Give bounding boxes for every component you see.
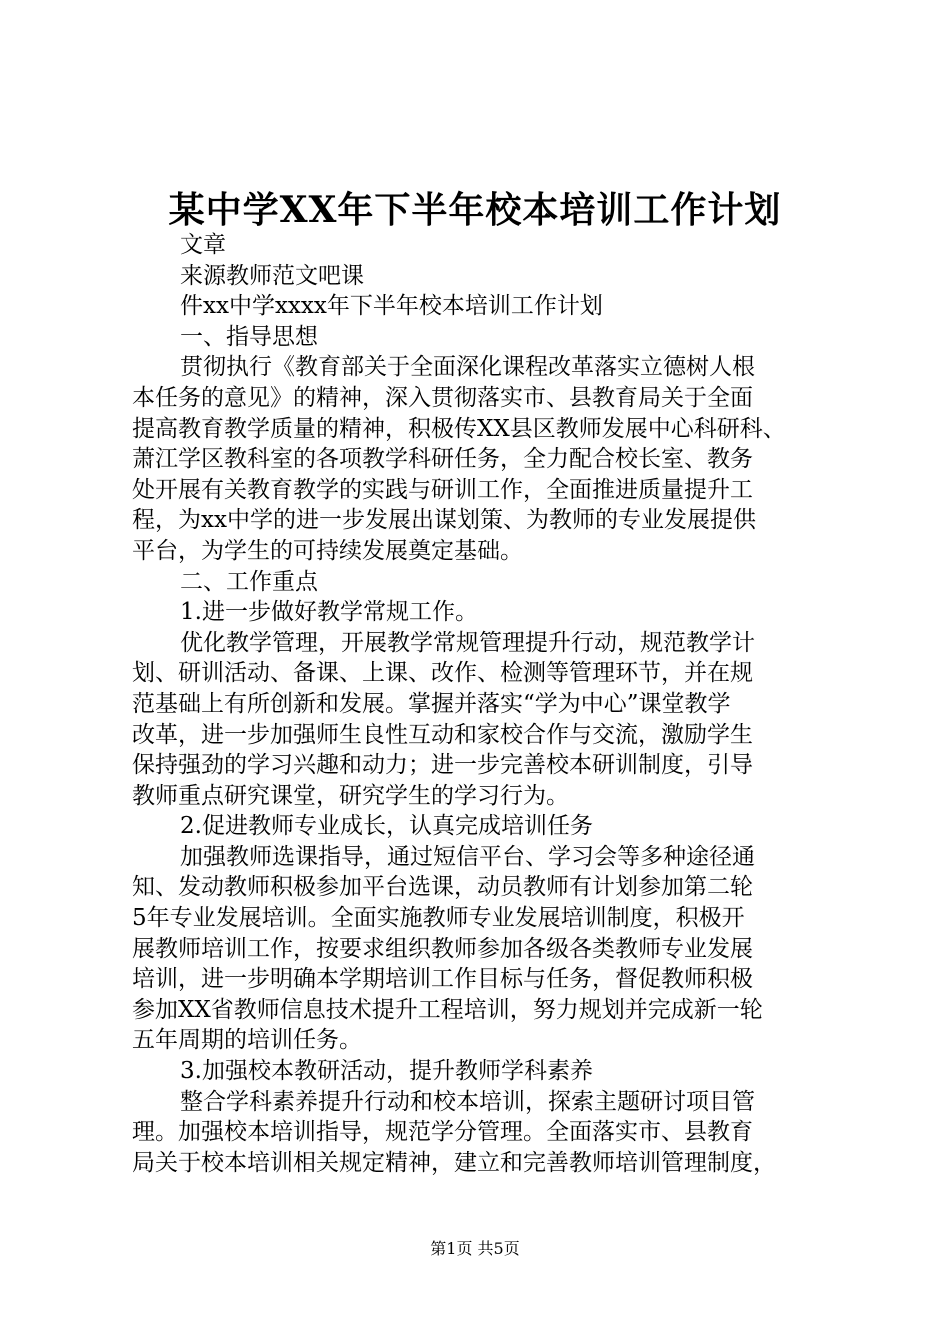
body-line: 文章 — [180, 232, 226, 258]
body-line: 局关于校本培训相关规定精神，建立和完善教师培训管理制度， — [132, 1149, 776, 1176]
paragraph-first-line: 加强教师选课指导，通过短信平台、学习会等多种途径通 — [180, 843, 755, 870]
body-line: 理。加强校本培训指导，规范学分管理。全面落实市、县教育 — [132, 1119, 753, 1146]
document-body — [132, 230, 832, 1178]
body-line: 5年专业发展培训。全面实施教师专业发展培训制度，积极开 — [132, 905, 745, 932]
section-heading: 一、指导思想 — [180, 323, 318, 350]
body-line: 保持强劲的学习兴趣和动力；进一步完善校本研训制度，引导 — [132, 752, 753, 779]
body-line: 程，为xx中学的进一步发展出谋划策、为教师的专业发展提供 — [132, 507, 756, 534]
paragraph-first-line: 优化教学管理，开展教学常规管理提升行动，规范教学计 — [180, 629, 755, 656]
body-line: 参加XX省教师信息技术提升工程培训，努力规划并完成新一轮 — [132, 996, 763, 1023]
body-line: 平台，为学生的可持续发展奠定基础。 — [132, 537, 523, 564]
body-line: 知、发动教师积极参加平台选课，动员教师有计划参加第二轮 — [132, 874, 753, 901]
subsection-heading: 3.加强校本教研活动，提升教师学科素养 — [180, 1058, 593, 1085]
body-line: 来源教师范文吧课 — [180, 262, 364, 289]
section-heading: 二、工作重点 — [180, 568, 318, 595]
body-line: 教师重点研究课堂，研究学生的学习行为。 — [132, 782, 569, 809]
body-line: 展教师培训工作，按要求组织教师参加各级各类教师专业发展 — [132, 935, 753, 962]
page-number-footer: 第1页 共5页 — [430, 1239, 520, 1258]
document-title: 某中学XX年下半年校本培训工作计划 — [168, 189, 782, 231]
body-line: 五年周期的培训任务。 — [132, 1027, 362, 1054]
body-line: 划、研训活动、备课、上课、改作、检测等管理环节，并在规 — [132, 660, 753, 687]
body-line: 本任务的意见》的精神，深入贯彻落实市、县教育局关于全面 — [132, 384, 753, 411]
body-line: 改革，进一步加强师生良性互动和家校合作与交流，激励学生 — [132, 721, 753, 748]
body-line: 范基础上有所创新和发展。掌握并落实“学为中心”课堂教学 — [132, 690, 731, 717]
subsection-heading: 1.进一步做好教学常规工作。 — [180, 599, 478, 626]
body-line: 处开展有关教育教学的实践与研训工作，全面推进质量提升工 — [132, 476, 753, 503]
body-line: 提高教育教学质量的精神，积极传XX县区教师发展中心科研科、 — [132, 415, 786, 442]
body-line: 培训，进一步明确本学期培训工作目标与任务，督促教师积极 — [132, 966, 753, 993]
paragraph-first-line: 整合学科素养提升行动和校本培训，探索主题研讨项目管 — [180, 1088, 755, 1115]
body-line: 萧江学区教科室的各项教学科研任务，全力配合校长室、教务 — [132, 446, 753, 473]
paragraph-first-line: 贯彻执行《教育部关于全面深化课程改革落实立德树人根 — [180, 354, 755, 381]
body-line: 件xx中学xxxx年下半年校本培训工作计划 — [180, 293, 603, 320]
subsection-heading: 2.促进教师专业成长，认真完成培训任务 — [180, 813, 593, 840]
